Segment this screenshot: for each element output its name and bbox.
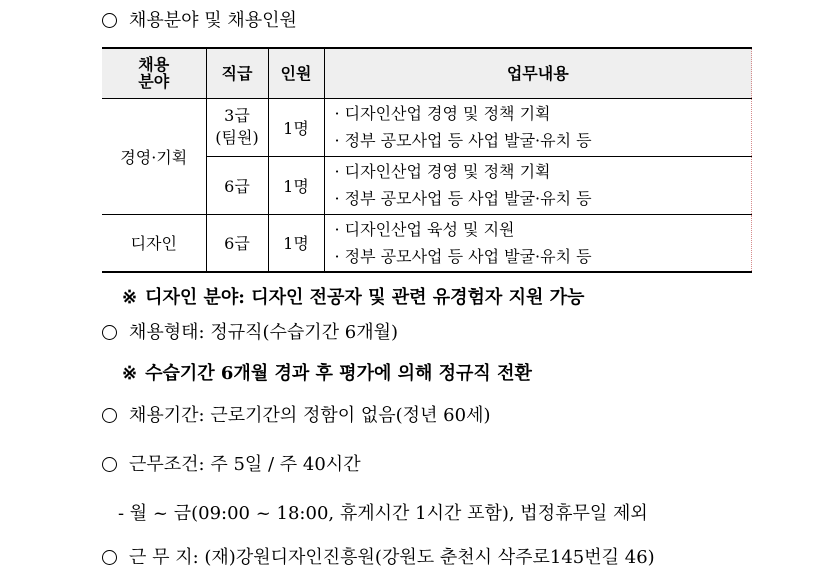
circle-bullet-icon bbox=[102, 325, 117, 340]
table-row bbox=[102, 214, 752, 272]
section-heading-recruitment bbox=[102, 9, 297, 33]
duties-cell bbox=[324, 98, 752, 156]
count-cell: 1명 bbox=[268, 214, 324, 272]
duty-item: · 디자인산업 육성 및 지원 bbox=[334, 219, 515, 239]
section-title: 채용분야 및 채용인원 bbox=[129, 10, 297, 31]
table-header-row bbox=[102, 48, 752, 98]
grade-cell: 6급 bbox=[206, 214, 268, 272]
grade-cell: 3급 (팀원) bbox=[206, 98, 268, 156]
work-hours-line bbox=[118, 502, 648, 526]
employment-period-line bbox=[102, 404, 491, 428]
employment-period-text: 채용기간: 근로기간의 정함이 없음(정년 60세) bbox=[129, 405, 491, 426]
duty-item: · 정부 공모사업 등 사업 발굴·유치 등 bbox=[334, 246, 592, 266]
work-conditions-text: 근무조건: 주 5일 / 주 40시간 bbox=[129, 454, 361, 475]
circle-bullet-icon bbox=[102, 550, 117, 565]
field-cell: 경영·기획 bbox=[102, 98, 206, 214]
duties-cell bbox=[324, 214, 752, 272]
probation-note bbox=[122, 362, 532, 386]
workplace-text: 근 무 지: (재)강원디자인진흥원(강원도 춘천시 삭주로145번길 46) bbox=[129, 547, 655, 568]
design-field-note bbox=[122, 286, 584, 310]
grade-cell: 6급 bbox=[206, 156, 268, 214]
work-hours-text: - 월 ~ 금(09:00 ~ 18:00, 휴게시간 1시간 포함), 법정휴무일 제외 bbox=[118, 503, 648, 524]
duties-cell bbox=[324, 156, 752, 214]
duty-item: · 정부 공모사업 등 사업 발굴·유치 등 bbox=[334, 131, 592, 150]
header-field: 채용 분야 bbox=[102, 48, 206, 98]
reference-mark-icon: ※ bbox=[122, 287, 138, 308]
employment-type-text: 채용형태: 정규직(수습기간 6개월) bbox=[129, 322, 399, 343]
header-count: 인원 bbox=[268, 48, 324, 98]
header-grade: 직급 bbox=[206, 48, 268, 98]
reference-mark-icon: ※ bbox=[122, 363, 138, 384]
circle-bullet-icon bbox=[102, 13, 117, 28]
count-cell: 1명 bbox=[268, 98, 324, 156]
workplace-line bbox=[102, 546, 655, 570]
field-cell: 디자인 bbox=[102, 214, 206, 272]
circle-bullet-icon bbox=[102, 457, 117, 472]
duty-item: · 디자인산업 경영 및 정책 기획 bbox=[334, 104, 551, 123]
employment-type-line bbox=[102, 321, 398, 345]
recruitment-table bbox=[102, 47, 752, 273]
table-row bbox=[102, 98, 752, 156]
duty-item: · 정부 공모사업 등 사업 발굴·유치 등 bbox=[334, 189, 592, 208]
work-conditions-line bbox=[102, 453, 361, 477]
count-cell: 1명 bbox=[268, 156, 324, 214]
design-note-text: 디자인 분야: 디자인 전공자 및 관련 유경험자 지원 가능 bbox=[145, 287, 585, 308]
duty-item: · 디자인산업 경영 및 정책 기획 bbox=[334, 162, 551, 181]
probation-note-text: 수습기간 6개월 경과 후 평가에 의해 정규직 전환 bbox=[145, 363, 532, 384]
header-duties: 업무내용 bbox=[324, 48, 752, 98]
circle-bullet-icon bbox=[102, 408, 117, 423]
